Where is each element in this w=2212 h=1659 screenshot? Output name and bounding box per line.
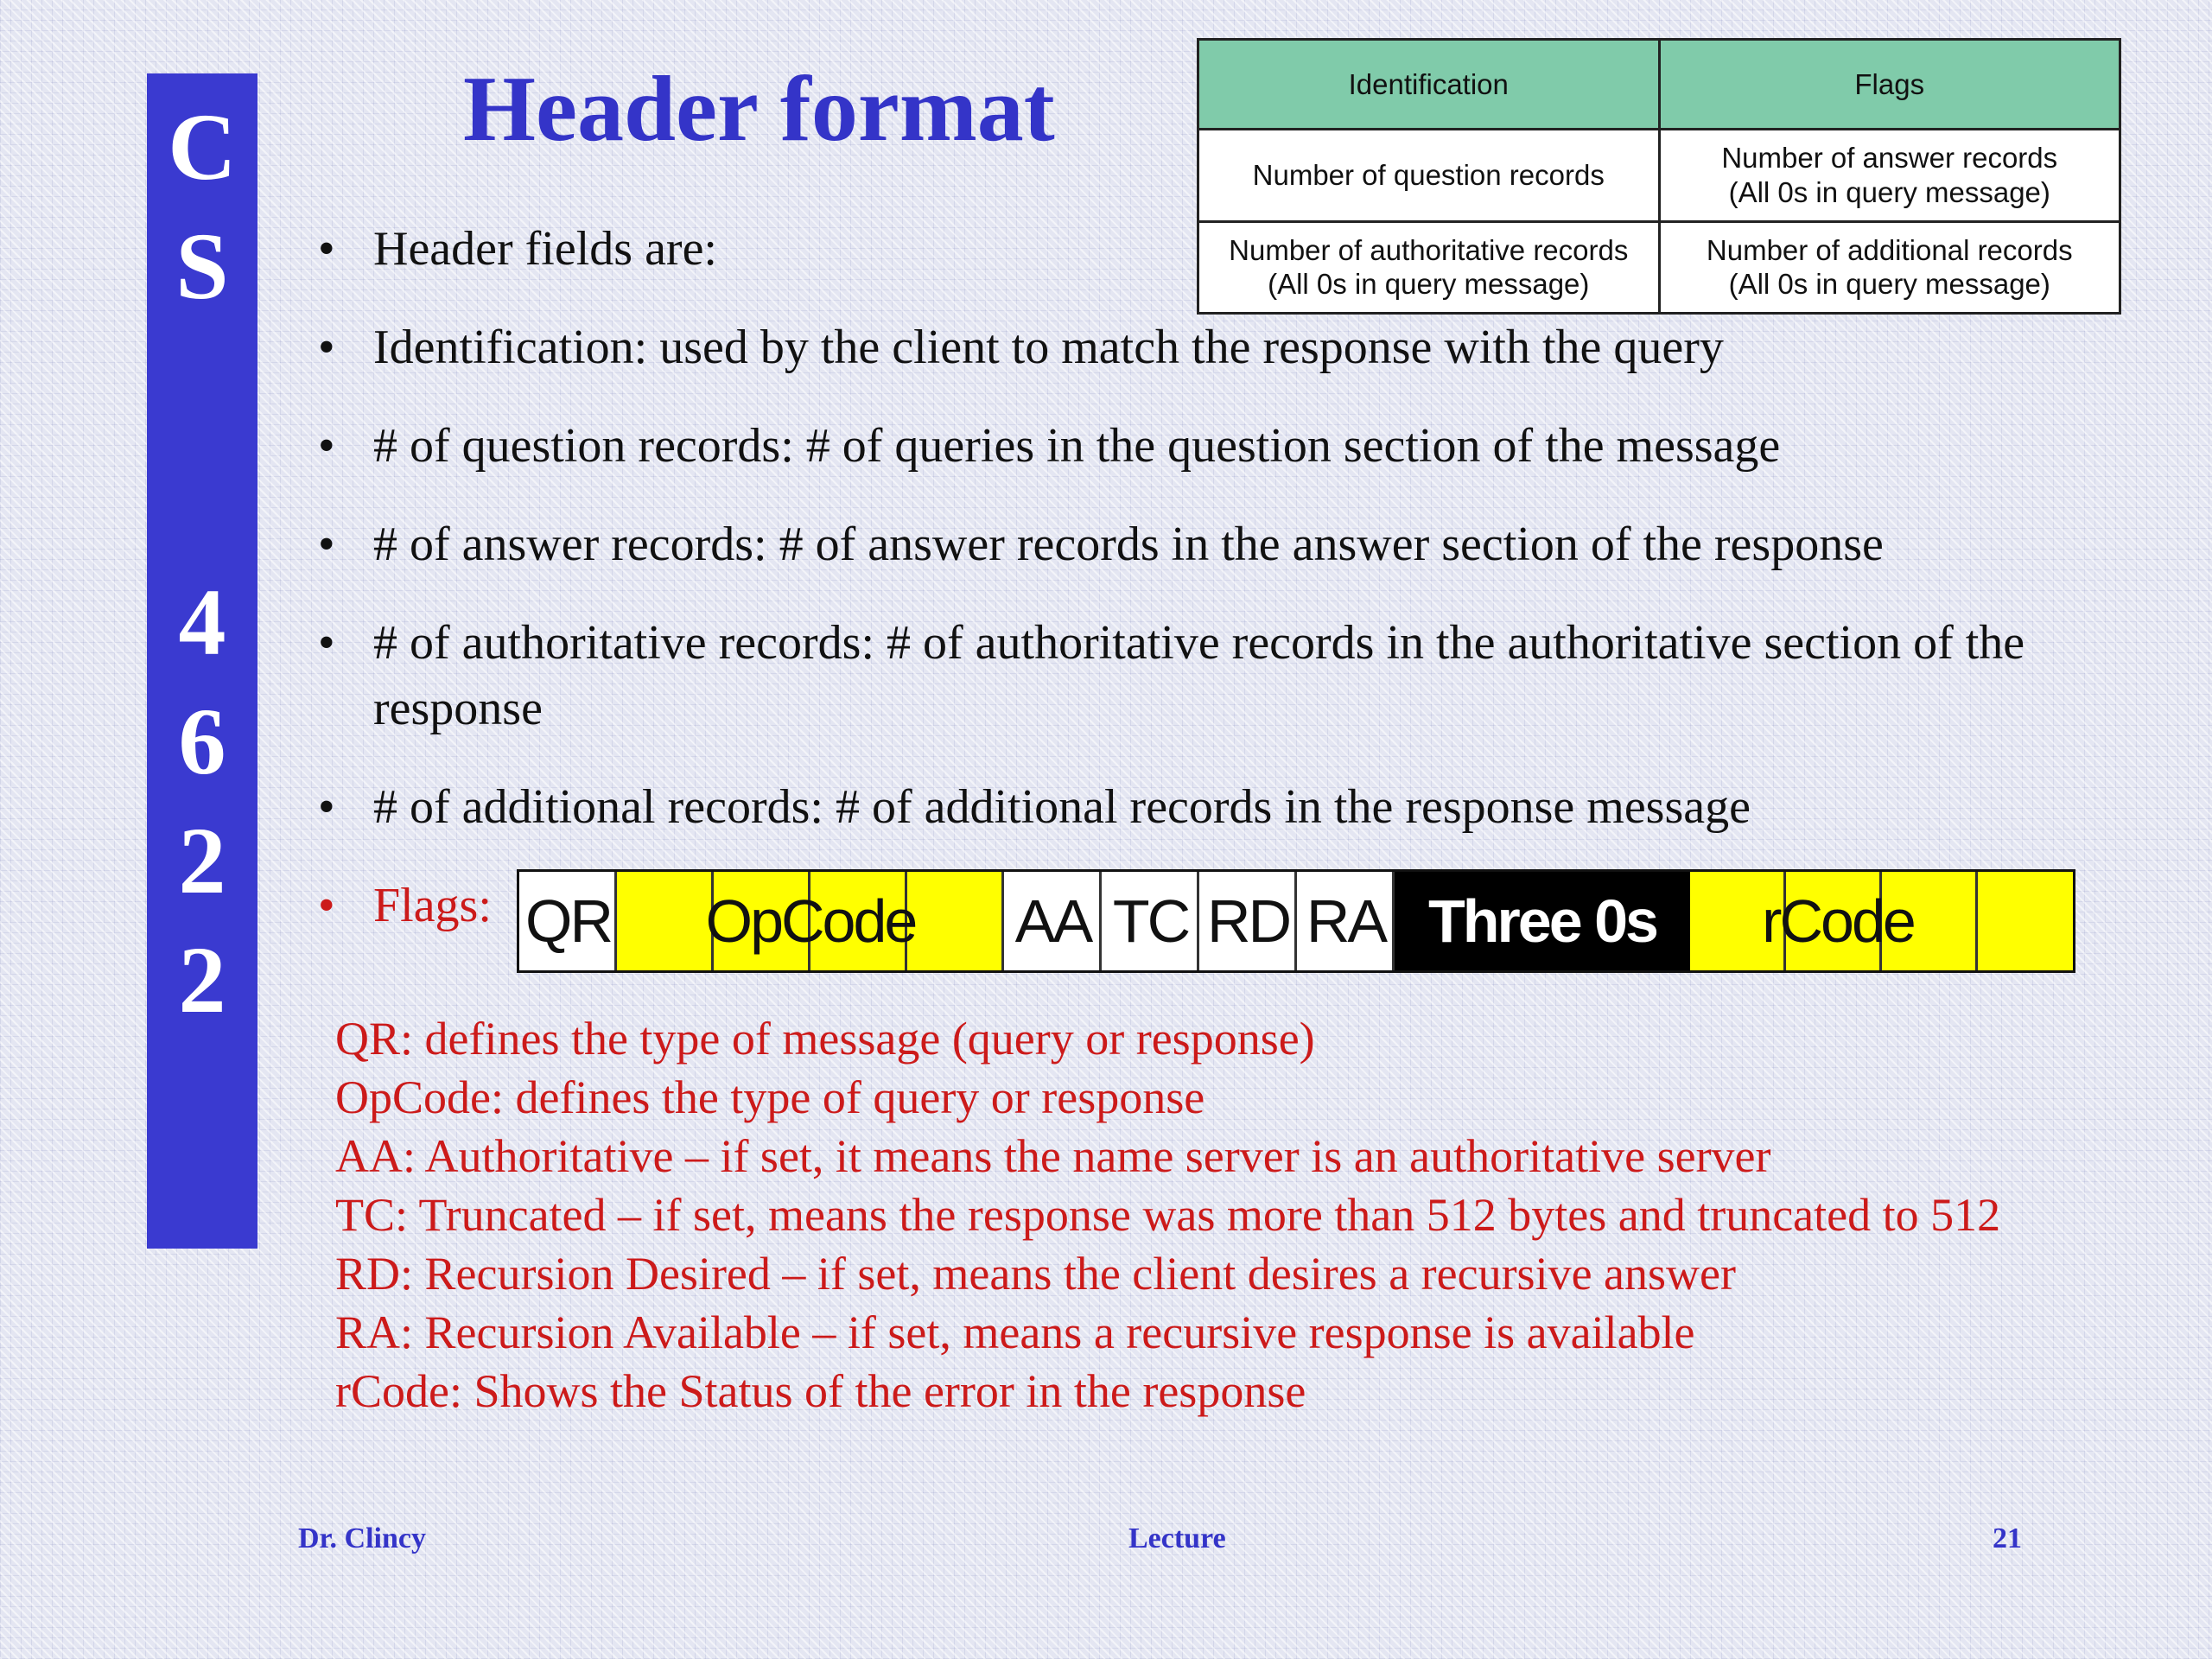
bullet-text: Header fields are:	[373, 222, 717, 276]
table-row	[1198, 40, 2120, 130]
flag-label-qr: QR	[525, 887, 611, 955]
table-cell-answer-records: Number of answer records (All 0s in query message)	[1659, 130, 2120, 221]
bullet-item	[311, 610, 2169, 741]
bullet-text: Identification: used by the client to match the response with the query	[373, 321, 1724, 374]
table-row	[1198, 130, 2120, 221]
bullet-item	[311, 774, 2169, 840]
table-cell-identification: Identification	[1198, 40, 1660, 130]
bullet-marker: •	[318, 222, 335, 276]
bullet-item	[311, 413, 2169, 479]
footer-author: Dr. Clincy	[298, 1522, 426, 1554]
bullet-marker: •	[318, 321, 335, 374]
bullet-text: Flags:	[373, 879, 492, 932]
definition-line: OpCode: defines the type of query or response	[335, 1071, 1205, 1123]
flag-cell-rcode-bit	[1762, 872, 1914, 970]
sidebar-char: 4	[178, 569, 226, 675]
sidebar-char: C	[168, 94, 237, 200]
flag-label-ra: RA	[1306, 887, 1386, 955]
table-cell-question-records: Number of question records	[1198, 130, 1660, 221]
table-cell-authoritative-records: Number of authoritative records (All 0s in query message)	[1198, 221, 1660, 313]
footer-center: Lecture	[1128, 1522, 1226, 1554]
table-cell-additional-records: Number of additional records (All 0s in query message)	[1659, 221, 2120, 313]
definition-line: rCode: Shows the Status of the error in the response	[335, 1365, 1306, 1417]
flags-bit-diagram	[517, 869, 2075, 973]
bullet-item	[311, 216, 2169, 282]
sidebar-char: S	[175, 213, 229, 319]
flag-label-zeros: Three 0s	[1428, 887, 1656, 955]
sidebar-char: 2	[178, 927, 226, 1033]
bullet-item	[311, 512, 2169, 577]
bullet-text: # of authoritative records: # of authoritative records in the authoritative section of the response	[373, 616, 2025, 735]
flag-label-rd: RD	[1206, 887, 1290, 955]
table-cell-flags: Flags	[1659, 40, 2120, 130]
definition-line: RA: Recursion Available – if set, means a recursive response is available	[335, 1306, 1695, 1358]
course-sidebar	[147, 73, 257, 1249]
flag-definitions	[335, 1009, 2000, 1421]
slide-title: Header format	[463, 58, 1055, 161]
bullet-marker: •	[318, 879, 335, 932]
flag-label-opcode: OpCode	[705, 887, 916, 955]
sidebar-char: 6	[178, 689, 226, 794]
bullet-marker: •	[318, 419, 335, 473]
flag-cell-qr	[519, 872, 617, 970]
bullet-marker: •	[318, 616, 335, 670]
bullet-marker: •	[318, 518, 335, 571]
definition-line: QR: defines the type of message (query or response)	[335, 1013, 1315, 1065]
flag-cell-aa	[1004, 872, 1102, 970]
flag-cell-tc	[1102, 872, 1199, 970]
sidebar-char: 2	[178, 808, 226, 913]
flag-cell-opcode-bit	[705, 872, 916, 970]
bullet-marker: •	[318, 780, 335, 834]
definition-line: TC: Truncated – if set, means the response was more than 512 bytes and truncated to 512	[335, 1189, 2001, 1241]
bullet-text: # of answer records: # of answer records in the answer section of the response	[373, 518, 1884, 571]
header-fields-list	[311, 216, 2169, 971]
flag-cell-ra	[1297, 872, 1395, 970]
flag-cell-rcode-bit	[1978, 872, 2073, 970]
flag-label-tc: TC	[1112, 887, 1189, 955]
definition-line: RD: Recursion Desired – if set, means the client desires a recursive answer	[335, 1248, 1736, 1300]
flag-label-aa: AA	[1014, 887, 1091, 955]
definition-line: AA: Authoritative – if set, it means the name server is an authoritative server	[335, 1130, 1771, 1182]
bullet-text: # of question records: # of queries in the question section of the message	[373, 419, 1781, 473]
bullet-text: # of additional records: # of additional records in the response message	[373, 780, 1751, 834]
footer-page-number: 21	[1993, 1522, 2022, 1554]
flag-cell-zeros	[1395, 872, 1690, 970]
bullet-item	[311, 315, 2169, 380]
flag-label-rcode: rCode	[1762, 887, 1914, 955]
flag-cell-rd	[1199, 872, 1297, 970]
